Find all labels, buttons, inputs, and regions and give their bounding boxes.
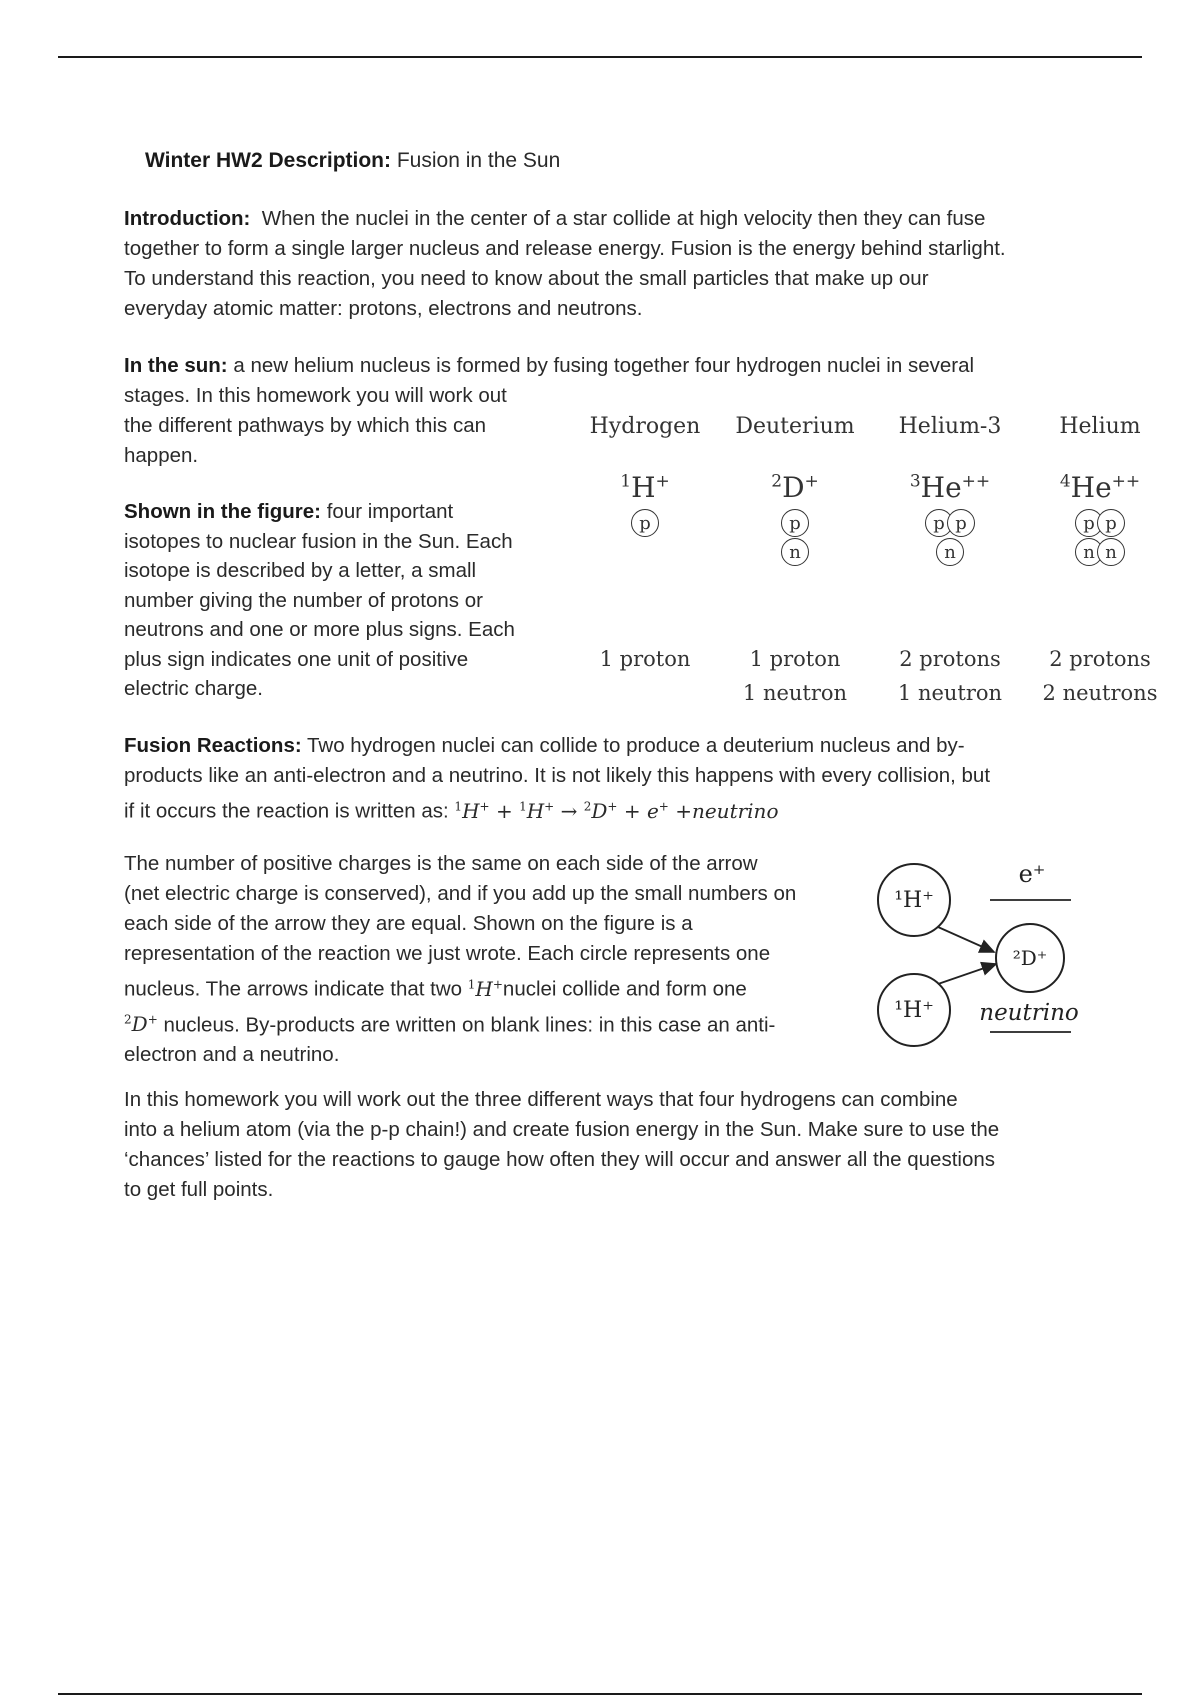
isotope-deuterium [715, 414, 875, 714]
byproduct-bottom-label: neutrino [979, 1000, 1079, 1026]
isotope-composition: 1 proton [599, 647, 691, 671]
byproduct-top-label: e⁺ [1018, 860, 1046, 888]
isotope-name: Helium-3 [898, 414, 1002, 439]
isotope-hydrogen [565, 414, 725, 714]
shown-paragraph: Shown in the figure: four important isotopes to nuclear fusion in the Sun. Each isotope is described by a letter, a small number giving the number of protons or neutrons and one or more plus signs. Each plus sign indicates one unit of positive electric charge. [124, 500, 515, 700]
proton-particle: p [1075, 509, 1103, 537]
fusion-paragraph: Fusion Reactions: Two hydrogen nuclei can collide to produce a deuterium nucleus and by- products like an anti-electron and a neutrino. It is not likely this happens with every collision, but if it occurs the reaction is written as: $^1$H+ + $^1$H+ → $^2$D+ + e+ +neutrino [124, 734, 991, 823]
sun-paragraph: In the sun: a new helium nucleus is formed by fusing together four hydrogen nuclei in several stages. In this homework you will work out the different pathways by which this can happen. [124, 354, 975, 467]
proton-particle: p [1097, 509, 1125, 537]
fusion-label: Fusion Reactions: [124, 734, 302, 757]
proton-particle: p [947, 509, 975, 537]
nucleus-drawing [1020, 414, 1180, 614]
isotope-name: Hydrogen [589, 414, 701, 439]
proton-particle: p [925, 509, 953, 537]
hydrogen-symbol-inline: $^1$H+ [467, 976, 503, 1001]
neutron-particle: n [1097, 538, 1125, 566]
reaction-equation: $^1$H+ + $^1$H+ → $^2$D+ + e+ +neutrino [454, 798, 779, 823]
proton-particle: p [631, 509, 659, 537]
top-rule [58, 56, 1142, 58]
isotope-helium-4 [1020, 414, 1180, 714]
shown-label: Shown in the figure: [124, 500, 322, 523]
nucleus-drawing [715, 414, 875, 614]
sun-label: In the sun: [124, 354, 228, 377]
input-bottom-label: ¹H⁺ [894, 998, 934, 1023]
arrow-top [938, 927, 994, 952]
nucleus-drawing [565, 414, 725, 614]
reaction-diagram-lines [872, 848, 1112, 1058]
isotope-name: Deuterium [735, 414, 855, 439]
isotope-composition: 2 protons 1 neutron [897, 647, 1003, 705]
reaction-diagram [872, 848, 1112, 1058]
bottom-rule [58, 1693, 1142, 1695]
arrow-bottom [938, 964, 996, 984]
product-label: ²D⁺ [1012, 946, 1048, 970]
isotope-symbol: $^4$He++ [1059, 471, 1141, 504]
nucleus-drawing [870, 414, 1030, 614]
neutron-particle: n [781, 538, 809, 566]
isotope-composition: 2 protons 2 neutrons [1042, 647, 1158, 705]
intro-label: Introduction: [124, 207, 251, 230]
input-top-label: ¹H⁺ [894, 888, 934, 913]
isotope-helium-3 [870, 414, 1030, 714]
closing-paragraph: In this homework you will work out the three different ways that four hydrogens can combine into a helium atom (via the p-p chain!) and create fusion energy in the Sun. Make sure to use the ‘chances’ listed for the reactions to gauge how often they will occur and answer all the questions to get full points. [124, 1088, 1000, 1201]
isotope-symbol: $^3$He++ [909, 471, 991, 504]
isotope-symbol: $^2$D+ [771, 471, 819, 504]
isotope-symbol: $^1$H+ [620, 471, 670, 504]
isotope-name: Helium [1059, 414, 1141, 439]
proton-particle: p [781, 509, 809, 537]
intro-paragraph: Introduction: When the nuclei in the center of a star collide at high velocity then they can fuse together to form a single larger nucleus and release energy. Fusion is the energy behind starlight. To understand this reaction, you need to know about the small particles that make up our everyday atomic matter: protons, electrons and neutrons. [124, 207, 1006, 320]
isotope-composition: 1 proton 1 neutron [742, 647, 848, 705]
charges-paragraph: The number of positive charges is the same on each side of the arrow (net electric charge is conserved), and if you add up the small numbers on each side of the arrow they are equal. Shown on the figure is a representation of the reaction we just wrote. Each circle represents one nucleus. The arrows indicate that two $^1$H+nuclei collide and form one $^2$D+ nucleus. By-products are written on blank lines: in this case an anti- electron and a neutrino. [124, 852, 797, 1067]
deuterium-symbol-inline: $^2$D+ [124, 1012, 158, 1037]
isotope-figure [565, 414, 1185, 714]
page-title: Winter HW2 Description: Fusion in the Sun [145, 149, 561, 172]
neutron-particle: n [936, 538, 964, 566]
neutron-particle: n [1075, 538, 1103, 566]
